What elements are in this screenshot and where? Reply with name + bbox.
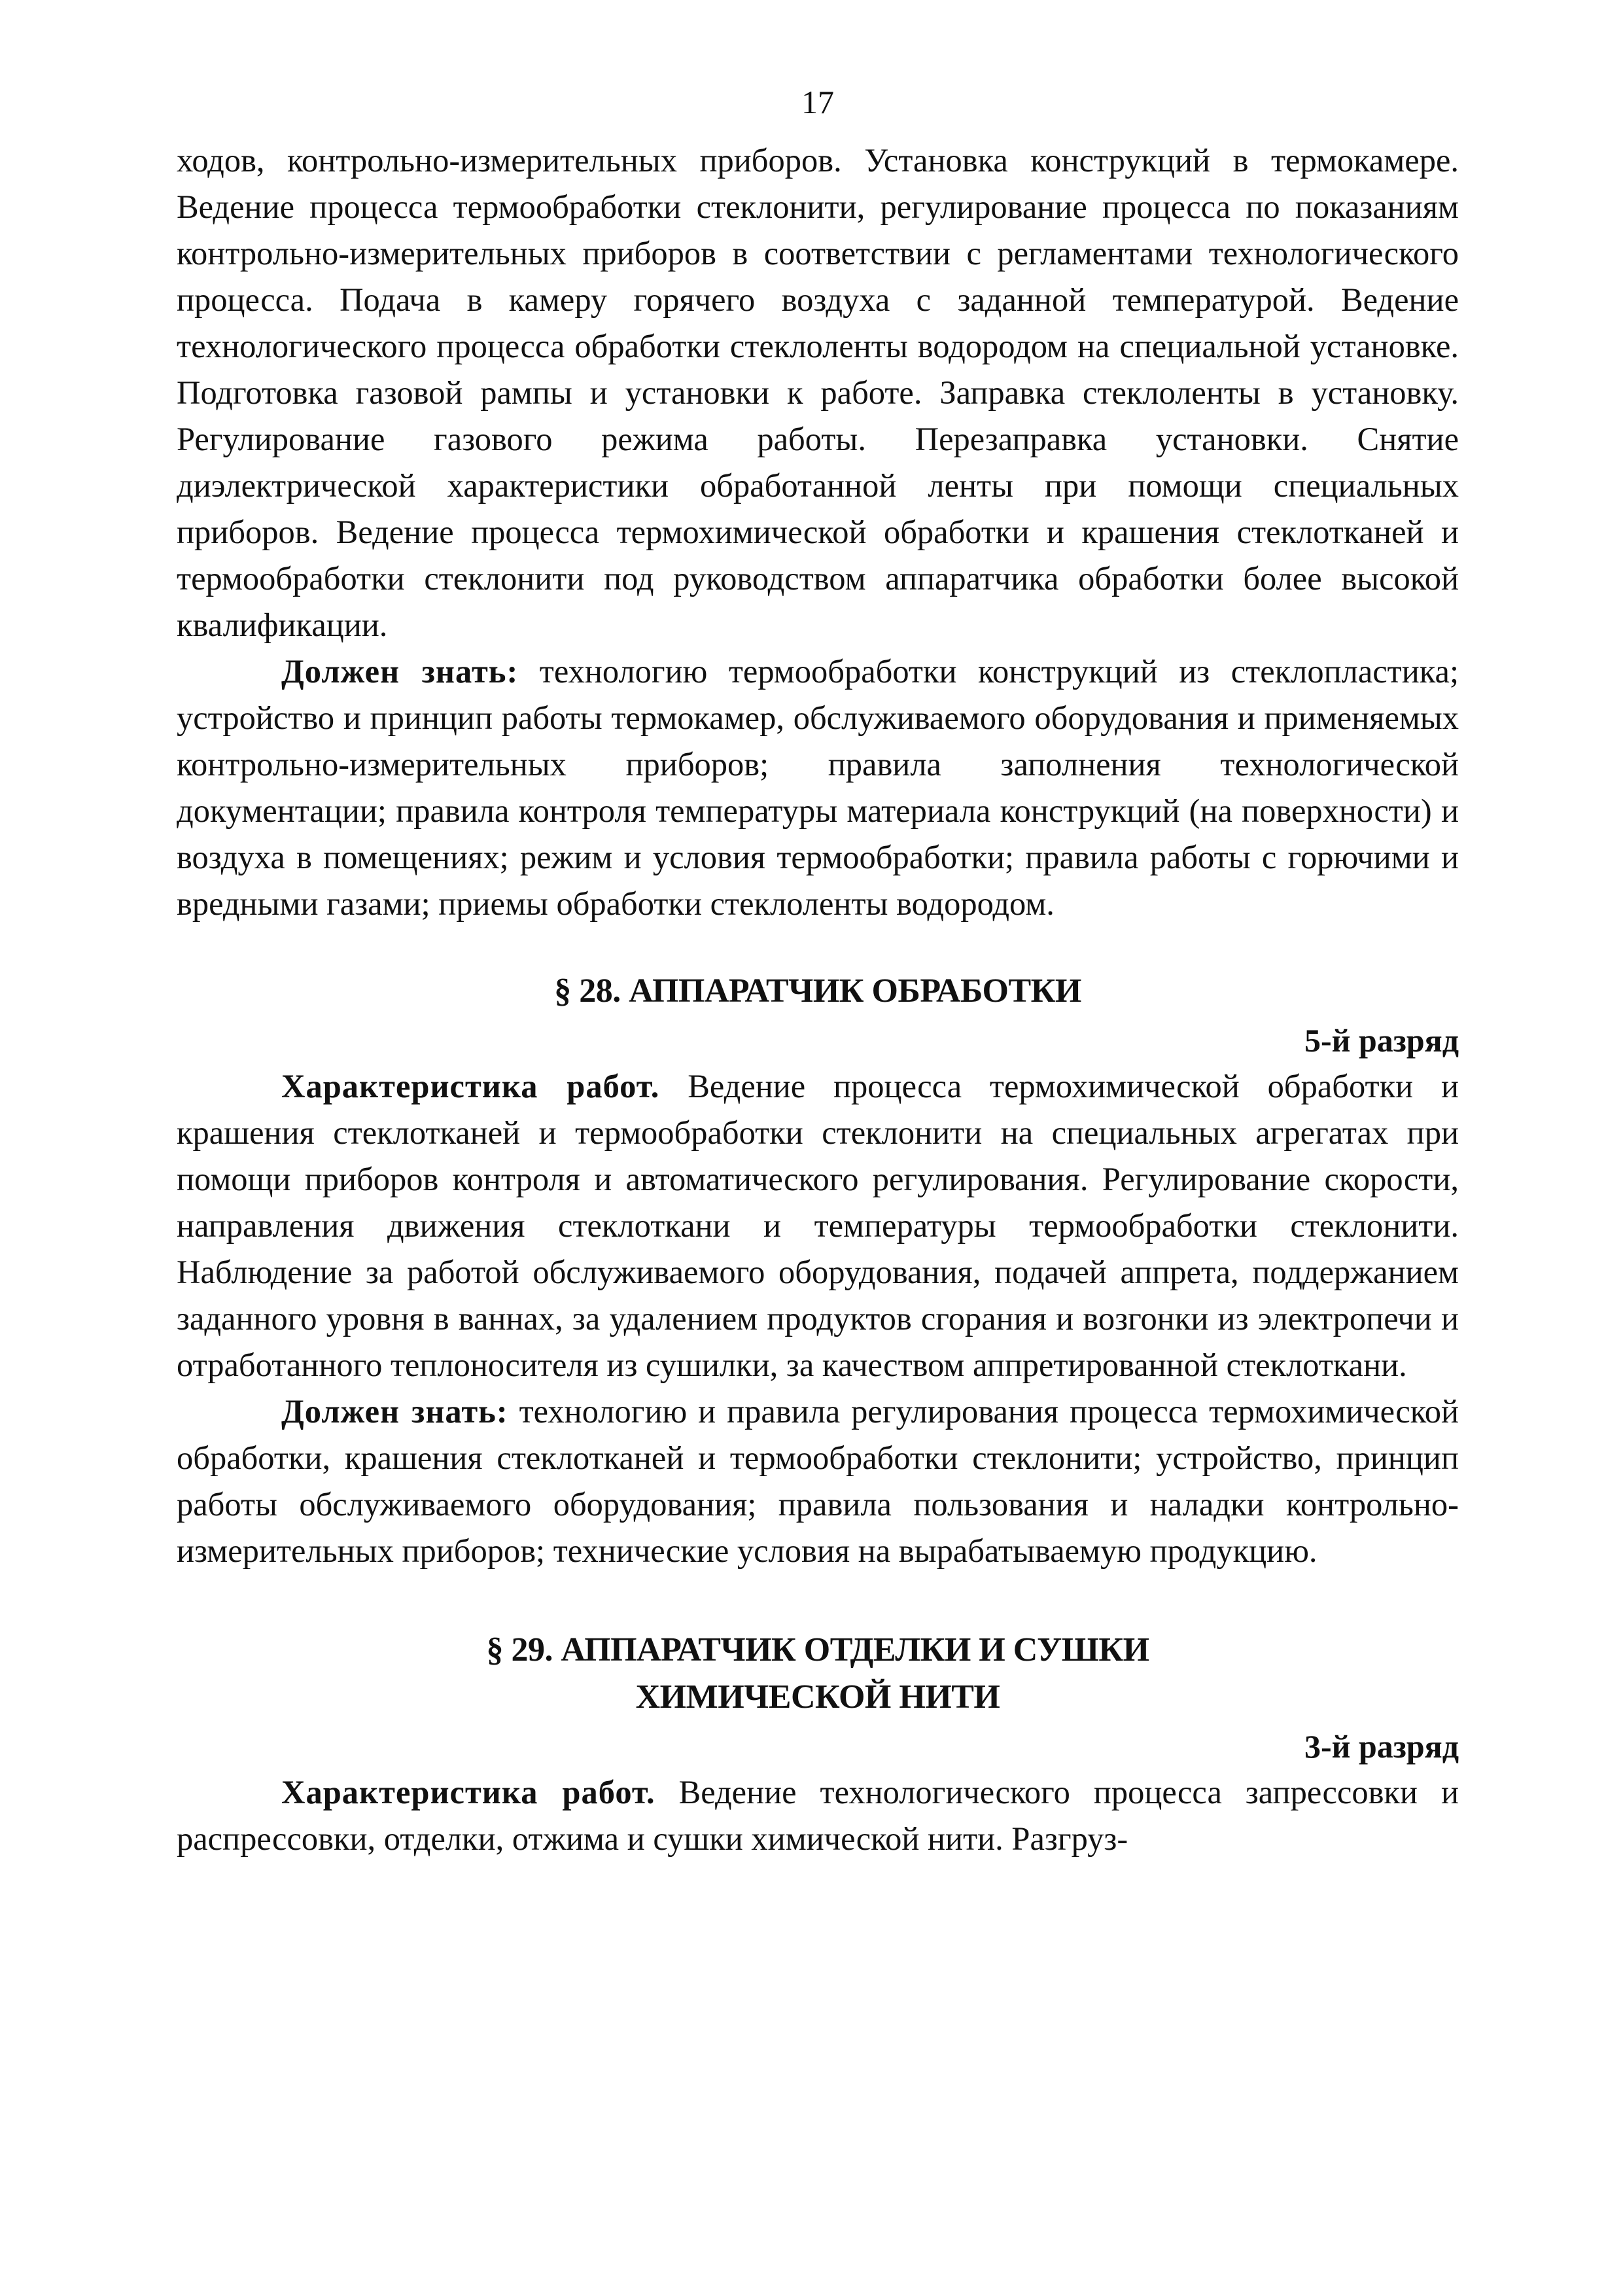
section-29-work-label: Характеристика работ. <box>281 1774 655 1810</box>
section-28-work-paragraph <box>177 1063 1459 1388</box>
section-29-work-text: Ведение технологического процесса запрессовки и распрессовки, отделки, отжима и сушки химической нити. Разгруз- <box>177 1774 1459 1857</box>
section-29-rank: 3-й разряд <box>1304 1728 1459 1765</box>
section-29-heading-line1: § 29. АППАРАТЧИК ОТДЕЛКИ И СУШКИ <box>486 1631 1149 1669</box>
page-number: 17 <box>801 84 834 120</box>
section-29-heading-line2: ХИМИЧЕСКОЙ НИТИ <box>635 1678 1000 1716</box>
document-page <box>177 79 1459 1862</box>
section-28-work-text: Ведение процесса термохимической обработки и крашения стеклотканей и термообработки стеклонити на специальных агрегатах при помощи приборов контроля и автоматического регулирования. Регулирование скорости, направления движения стеклоткани и температуры термообработки стеклонити. Наблюдение за работой обслуживаемого оборудования, подачей аппрета, поддержанием заданного уровня в ваннах, за удалением продуктов сгорания и возгонки из электропечи и отработанного теплоносителя из сушилки, за качеством аппретированной стеклоткани. <box>177 1068 1459 1383</box>
section-28-rank: 5-й разряд <box>1304 1022 1459 1059</box>
section-28-knowledge-text: технологию и правила регулирования процесса термохимической обработки, крашения стеклотканей и термообработки стеклонити; устройство, принцип работы обслуживаемого оборудования; правила пользования и наладки контрольно-измерительных приборов; технические условия на вырабатываемую продукцию. <box>177 1393 1459 1569</box>
section-29-heading <box>177 1627 1459 1721</box>
section-28-work-label: Характеристика работ. <box>281 1068 660 1104</box>
intro-knowledge-label: Должен знать: <box>281 653 519 690</box>
intro-text: ходов, контрольно-измерительных приборов. Установка конструкций в термокамере. Ведение процесса термообработки стеклонити, регулирование процесса по показаниям контрольно-измерительных приборов в соответствии с регламентами технологического процесса. Подача в камеру горячего воздуха с заданной температурой. Ведение технологического процесса обработки стеклоленты водородом на специальной установке. Подготовка газовой рампы и установки к работе. Заправка стеклоленты в установку. Регулирование газового режима работы. Перезаправка установки. Снятие диэлектрической характеристики обработанной ленты при помощи специальных приборов. Ведение процесса термохимической обработки и крашения стеклотканей и термообработки стеклонити под руководством аппаратчика обработки более высокой квалификации. <box>177 142 1459 643</box>
intro-knowledge-paragraph <box>177 648 1459 927</box>
section-28-heading: § 28. АППАРАТЧИК ОБРАБОТКИ <box>554 972 1081 1010</box>
section-28-knowledge-paragraph <box>177 1388 1459 1574</box>
intro-paragraph <box>177 137 1459 648</box>
section-28-knowledge-label: Должен знать: <box>281 1393 508 1430</box>
section-29-work-paragraph <box>177 1769 1459 1862</box>
intro-knowledge-text: технологию термообработки конструкций из стеклопластика; устройство и принцип работы термокамер, обслуживаемого оборудования и применяемых контрольно-измерительных приборов; правила заполнения технологической документации; правила контроля температуры материала конструкций (на поверхности) и воздуха в помещениях; режим и условия термообработки; правила работы с горючими и вредными газами; приемы обработки стеклоленты водородом. <box>177 653 1459 922</box>
